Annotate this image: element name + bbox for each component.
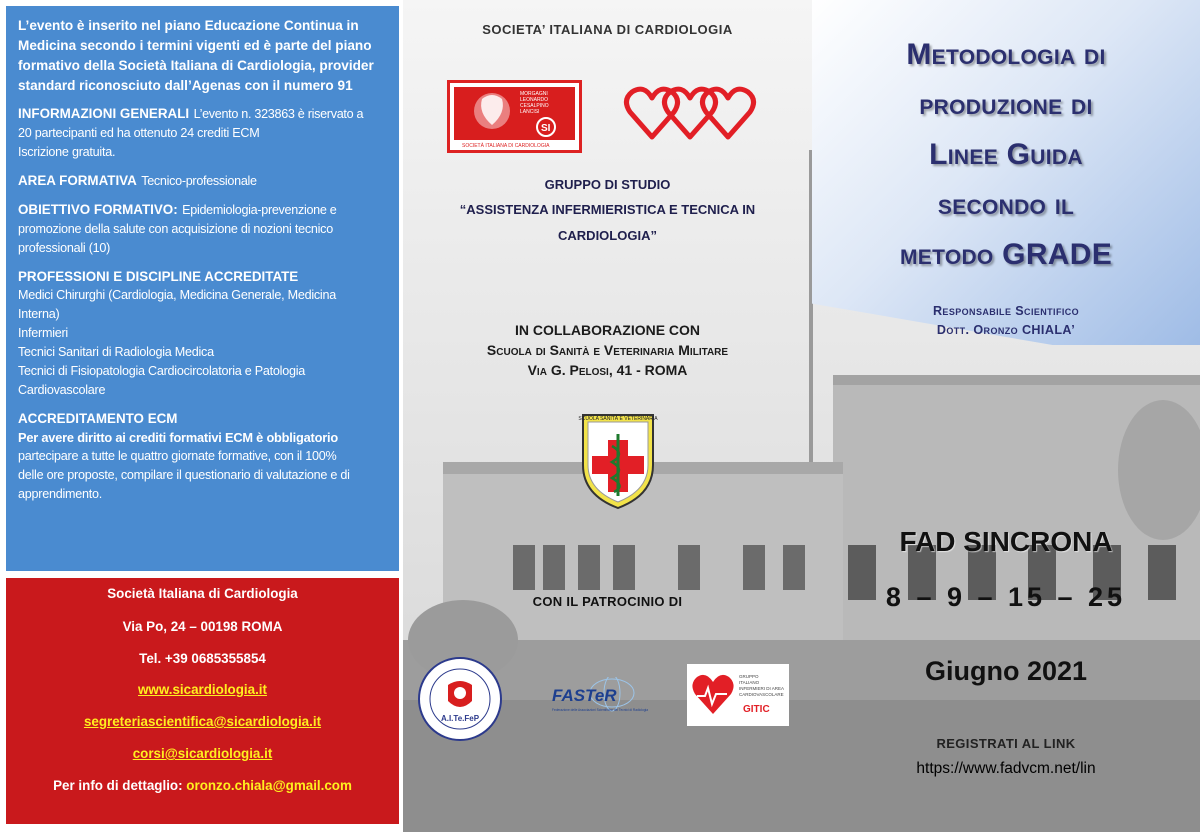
course-title-line: secondo il xyxy=(937,188,1075,221)
objective-line: professionali (10) xyxy=(18,241,111,255)
collab-address: Via G. Pelosi, 41 - ROMA xyxy=(527,362,688,378)
faster-logo xyxy=(550,677,660,717)
course-title-line: Linee Guida xyxy=(929,138,1083,171)
study-group xyxy=(403,176,812,246)
faster-caption: Federazione delle Associazioni Scientifiche dei Tecnici di Radiologia xyxy=(552,708,648,712)
professions-line: Cardiovascolare xyxy=(18,383,106,397)
gitic-subtitle: ITALIANO xyxy=(739,680,760,685)
ecm-line: Per avere diritto ai crediti formativi ECM è obbligatorio xyxy=(18,430,338,445)
area-section xyxy=(18,171,387,191)
general-info-text: L’evento n. 323863 è riservato a xyxy=(193,107,364,121)
course-title-line: metodo GRADE xyxy=(899,238,1113,271)
professions-line: Interna) xyxy=(18,307,60,321)
collab-label: IN COLLABORAZIONE CON xyxy=(514,322,701,338)
gitic-subtitle: CARDIOVASCOLARE xyxy=(739,692,784,697)
detail-email[interactable]: oronzo.chiala@gmail.com xyxy=(186,778,352,793)
aitefep-logo xyxy=(418,657,502,741)
objective-text: Epidemiologia-prevenzione e xyxy=(182,203,337,217)
course-mode: FAD SINCRONA xyxy=(899,526,1113,557)
ecm-line: partecipare a tutte le quattro giornate formative, con il 100% xyxy=(18,449,337,463)
contact-address: Via Po, 24 – 00198 ROMA xyxy=(122,619,283,634)
professions-label: PROFESSIONI E DISCIPLINE ACCREDITATE xyxy=(18,269,299,284)
objective-section xyxy=(18,200,387,258)
collaboration xyxy=(403,320,812,380)
website-link[interactable]: www.sicardiologia.it xyxy=(138,682,267,697)
general-info-label: INFORMAZIONI GENERALI xyxy=(18,106,190,121)
gitic-subtitle: GRUPPO xyxy=(739,674,759,679)
sic-logo-name: LANCISI xyxy=(520,109,540,115)
course-month: Giugno 2021 xyxy=(924,656,1088,686)
ecm-line: apprendimento. xyxy=(18,487,103,501)
register-label: REGISTRATI AL LINK xyxy=(936,736,1076,751)
objective-label: OBIETTIVO FORMATIVO: xyxy=(18,202,178,217)
responsible-name: Dott. Oronzo CHIALA’ xyxy=(936,323,1076,337)
course-title-line: Metodologia di xyxy=(906,38,1106,71)
professions-section xyxy=(18,267,387,400)
faster-text: FASTeR xyxy=(552,686,617,705)
sic-logo-graphic xyxy=(448,81,581,152)
general-info-line: Iscrizione gratuita. xyxy=(18,145,116,159)
sic-logo-name: CESALPINO xyxy=(520,103,549,109)
general-info-section xyxy=(18,104,387,162)
study-group-name: “ASSISTENZA INFERMIERISTICA E TECNICA IN xyxy=(459,202,756,217)
sic-logo-name: LEONARDO xyxy=(520,97,549,103)
register-link[interactable]: https://www.fadvcm.net/lin xyxy=(916,760,1096,777)
collab-org: Scuola di Sanità e Veterinaria Militare xyxy=(486,342,729,358)
society-name: SOCIETA’ ITALIANA DI CARDIOLOGIA xyxy=(482,22,733,37)
study-group-name: CARDIOLOGIA” xyxy=(558,228,657,243)
general-info-line: 20 partecipanti ed ha ottenuto 24 crediti ECM xyxy=(18,126,260,140)
contact-phone: Tel. +39 0685355854 xyxy=(139,651,266,666)
ecm-label: ACCREDITAMENTO ECM xyxy=(18,411,178,426)
military-school-emblem xyxy=(578,410,658,510)
study-group-hearts-icon xyxy=(622,82,757,142)
gitic-subtitle: INFERMIERI DI AREA xyxy=(739,686,785,691)
contact-panel xyxy=(6,578,399,824)
area-label: AREA FORMATIVA xyxy=(18,173,137,188)
sic-logo-caption: SOCIETÀ ITALIANA DI CARDIOLOGIA xyxy=(462,143,550,149)
professions-line: Infermieri xyxy=(18,326,68,340)
contact-org: Società Italiana di Cardiologia xyxy=(107,586,298,601)
course-title xyxy=(836,30,1176,280)
ecm-intro: L’evento è inserito nel piano Educazione Continua in Medicina secondo i termini vigenti ed è parte del piano formativo della Società Italiana di Cardiologia, provider standard riconosciuto dall’Agenas con il numero 91 xyxy=(18,18,374,93)
patronage-label: CON IL PATROCINIO DI xyxy=(532,594,683,609)
ecm-line: delle ore proposte, compilare il questionario di valutazione e di xyxy=(18,468,350,482)
info-panel xyxy=(6,6,399,571)
aitefep-text: A.I.Te.FeP xyxy=(440,714,480,723)
course-title-line: produzione di xyxy=(919,88,1093,121)
emblem-text: SCUOLA SANITÀ E VETERINARIA xyxy=(578,416,658,422)
courses-email-link[interactable]: corsi@sicardiologia.it xyxy=(132,746,273,761)
study-group-label: GRUPPO DI STUDIO xyxy=(544,177,671,192)
detail-label: Per info di dettaglio: xyxy=(53,778,183,793)
gitic-logo xyxy=(687,664,789,726)
objective-line: promozione della salute con acquisizione di nozioni tecnico xyxy=(18,222,333,236)
sic-logo-name: MORGAGNI xyxy=(520,91,548,97)
professions-line: Tecnici di Fisiopatologia Cardiocircolatoria e Patologia xyxy=(18,364,306,378)
course-dates: 8 – 9 – 15 – 25 xyxy=(885,582,1127,612)
gitic-text: GITIC xyxy=(743,704,770,715)
svg-text:SI: SI xyxy=(541,123,551,134)
professions-line: Tecnici Sanitari di Radiologia Medica xyxy=(18,345,214,359)
scientific-email-link[interactable]: segreteriascientifica@sicardiologia.it xyxy=(83,714,322,729)
sic-logo xyxy=(447,80,582,153)
ecm-section xyxy=(18,409,387,504)
detail-info xyxy=(6,778,399,793)
professions-line: Medici Chirurghi (Cardiologia, Medicina Generale, Medicina xyxy=(18,288,336,302)
responsible-label: Responsabile Scientifico xyxy=(932,304,1080,318)
area-text: Tecnico-professionale xyxy=(141,174,257,188)
scientific-responsible xyxy=(812,302,1200,340)
